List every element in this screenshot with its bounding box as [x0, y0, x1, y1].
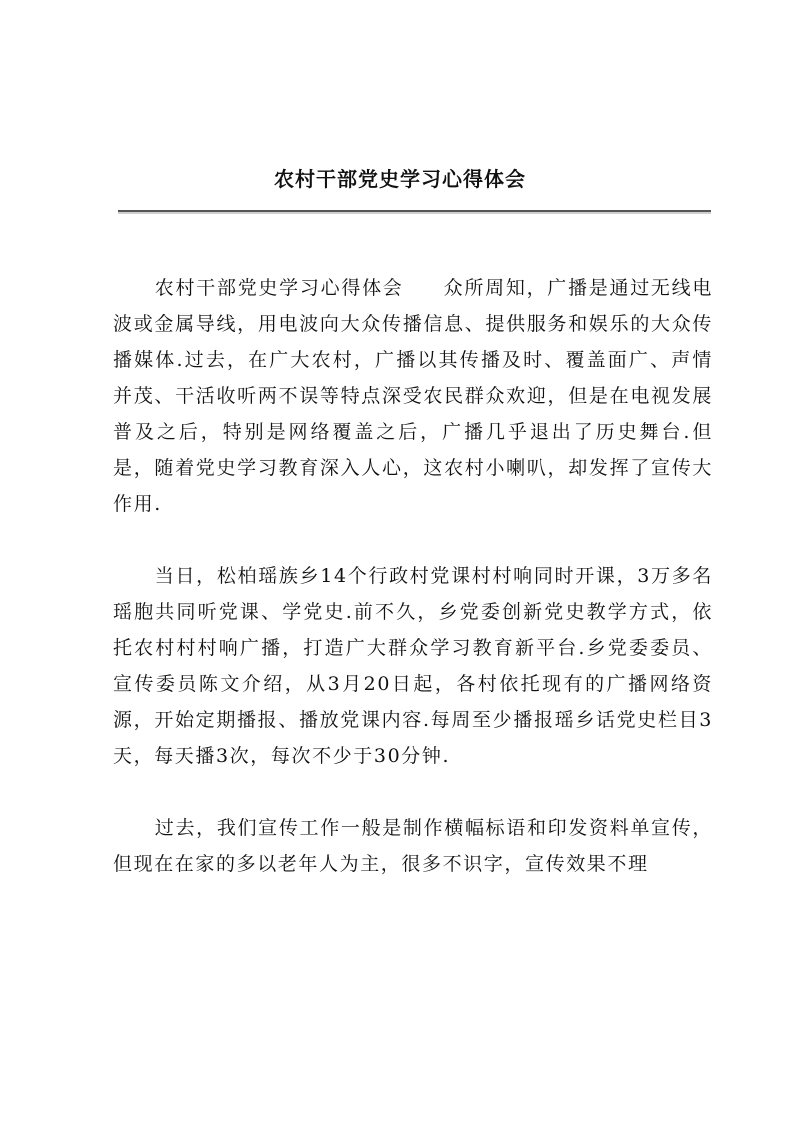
- paragraph-1-lead: 农村干部党史学习心得体会: [154, 277, 404, 299]
- paragraph-1: [113, 270, 713, 522]
- paragraph-2: 当日，松柏瑶族乡14个行政村党课村村响同时开课，3万多名瑶胞共同听党课、学党史.前不久，乡党委创新党史教学方式，依托农村村村响广播，打造广大群众学习教育新平台.乡党委委员、宣传委员陈文介绍，从3月20日起，各村依托现有的广播网络资源，开始定期播报、播放党课内容.每周至少播报瑶乡话党史栏目3天，每天播3次，每次不少于30分钟.: [113, 565, 713, 767]
- title-divider: [118, 210, 711, 212]
- page-title: 农村干部党史学习心得体会: [274, 167, 526, 191]
- document-body: [113, 270, 713, 882]
- paragraph-1-text: 众所周知，广播是通过无线电波或金属导线，用电波向大众传播信息、提供服务和娱乐的大众传播媒体.过去，在广大农村，广播以其传播及时、覆盖面广、声情并茂、干活收听两不误等特点深受农民群众欢迎，但是在电视发展普及之后，特别是网络覆盖之后，广播几乎退出了历史舞台.但是，随着党史学习教育深入人心，这农村小喇叭，却发挥了宣传大作用.: [113, 277, 713, 515]
- paragraph-3: 过去，我们宣传工作一般是制作横幅标语和印发资料单宣传，但现在在家的多以老年人为主，很多不识字，宣传效果不理: [113, 817, 713, 875]
